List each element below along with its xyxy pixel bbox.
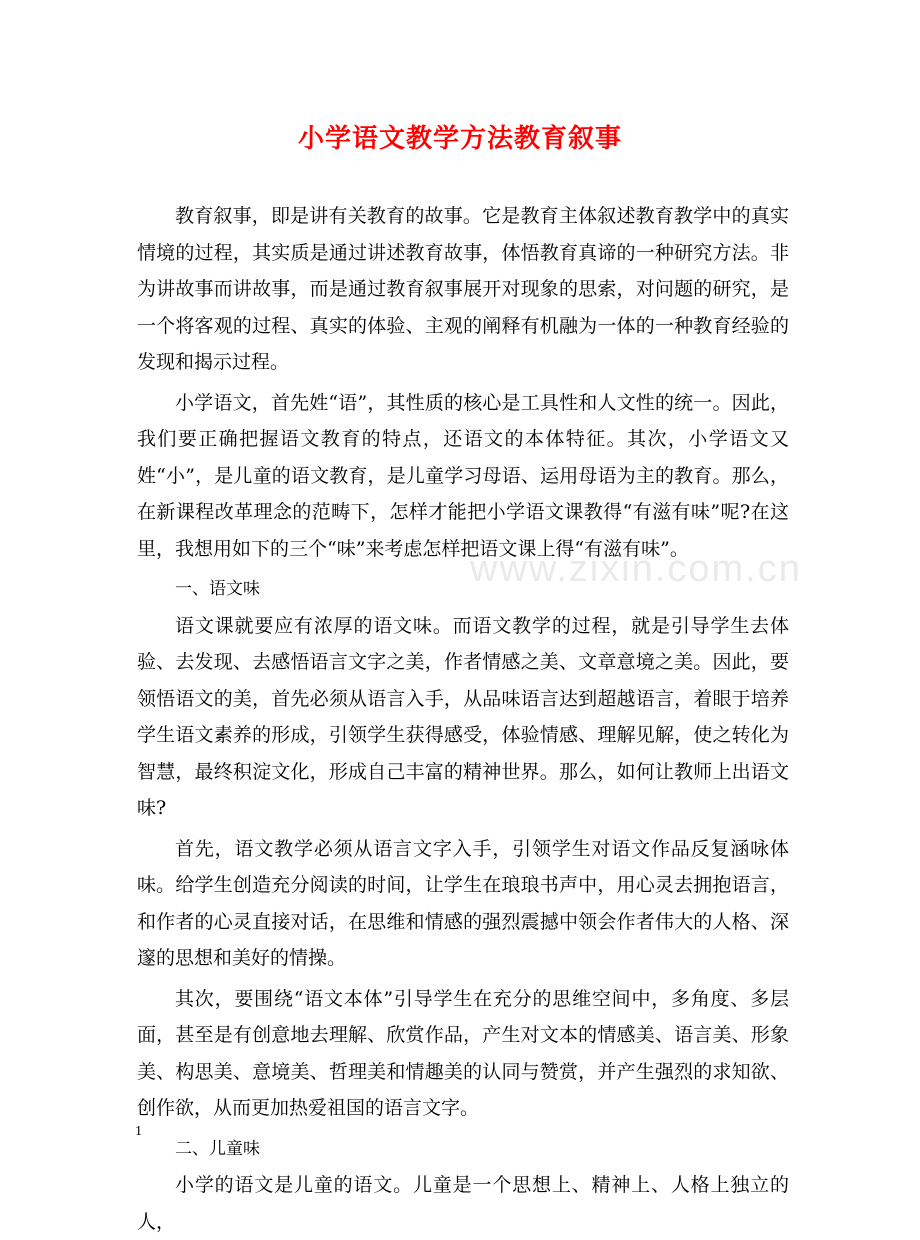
page-number: 1 (135, 1124, 142, 1139)
section-heading-1: 一、语文味 (175, 579, 260, 599)
document-title: 小学语文教学方法教育叙事 (297, 124, 622, 154)
document-body (137, 198, 789, 1240)
paragraph-section1-2: 首先，语文教学必须从语言文字入手，引领学生对语文作品反复涵咏体味。给学生创造充分阅读的时间，让学生在琅琅书声中，用心灵去拥抱语言，和作者的心灵直接对话，在思维和情感的强烈震撼中领会作者伟大的人格、深邃的思想和美好的情操。 (137, 837, 789, 969)
paragraph-section2-1: 小学的语文是儿童的语文。儿童是一个思想上、精神上、人格上独立的人， (137, 1174, 789, 1233)
paragraph-section1-3: 其次，要围绕“语文本体”引导学生在充分的思维空间中，多角度、多层面，甚至是有创意地去理解、欣赏作品，产生对文本的情感美、语言美、形象美、构思美、意境美、哲理美和情趣美的认同与赞赏，并产生强烈的求知欲、创作欲，从而更加热爱祖国的语言文字。 (137, 987, 789, 1119)
section-heading-2: 二、儿童味 (175, 1138, 260, 1159)
paragraph-intro: 教育叙事，即是讲有关教育的故事。它是教育主体叙述教育教学中的真实情境的过程，其实质是通过讲述教育故事，体悟教育真谛的一种研究方法。非为讲故事而讲故事，而是通过教育叙事展开对现象的思索，对问题的研究，是一个将客观的过程、真实的体验、主观的阐释有机融为一体的一种教育经验的发现和揭示过程。 (137, 205, 789, 373)
watermark: www.zixin.com.cn (470, 548, 802, 590)
paragraph-chinese-overview: 小学语文，首先姓“语”，其性质的核心是工具性和人文性的统一。因此，我们要正确把握语文教育的特点，还语文的本体特征。其次，小学语文又姓“小”，是儿童的语文教育，是儿童学习母语、运用母语为主的教育。那么，在新课程改革理念的范畴下，怎样才能把小学语文课教得“有滋有味”呢?在这里，我想用如下的三个“味”来考虑怎样把语文课上得“有滋有味”。 (137, 391, 789, 560)
paragraph-section1-1: 语文课就要应有浓厚的语文味。而语文教学的过程，就是引导学生去体验、去发现、去感悟语言文字之美，作者情感之美、文章意境之美。因此，要领悟语文的美，首先必须从语言入手，从品味语言达到超越语言，着眼于培养学生语文素养的形成，引领学生获得感受，体验情感、理解见解，使之转化为智慧，最终积淀文化，形成自己丰富的精神世界。那么，如何让教师上出语文味? (137, 614, 789, 819)
